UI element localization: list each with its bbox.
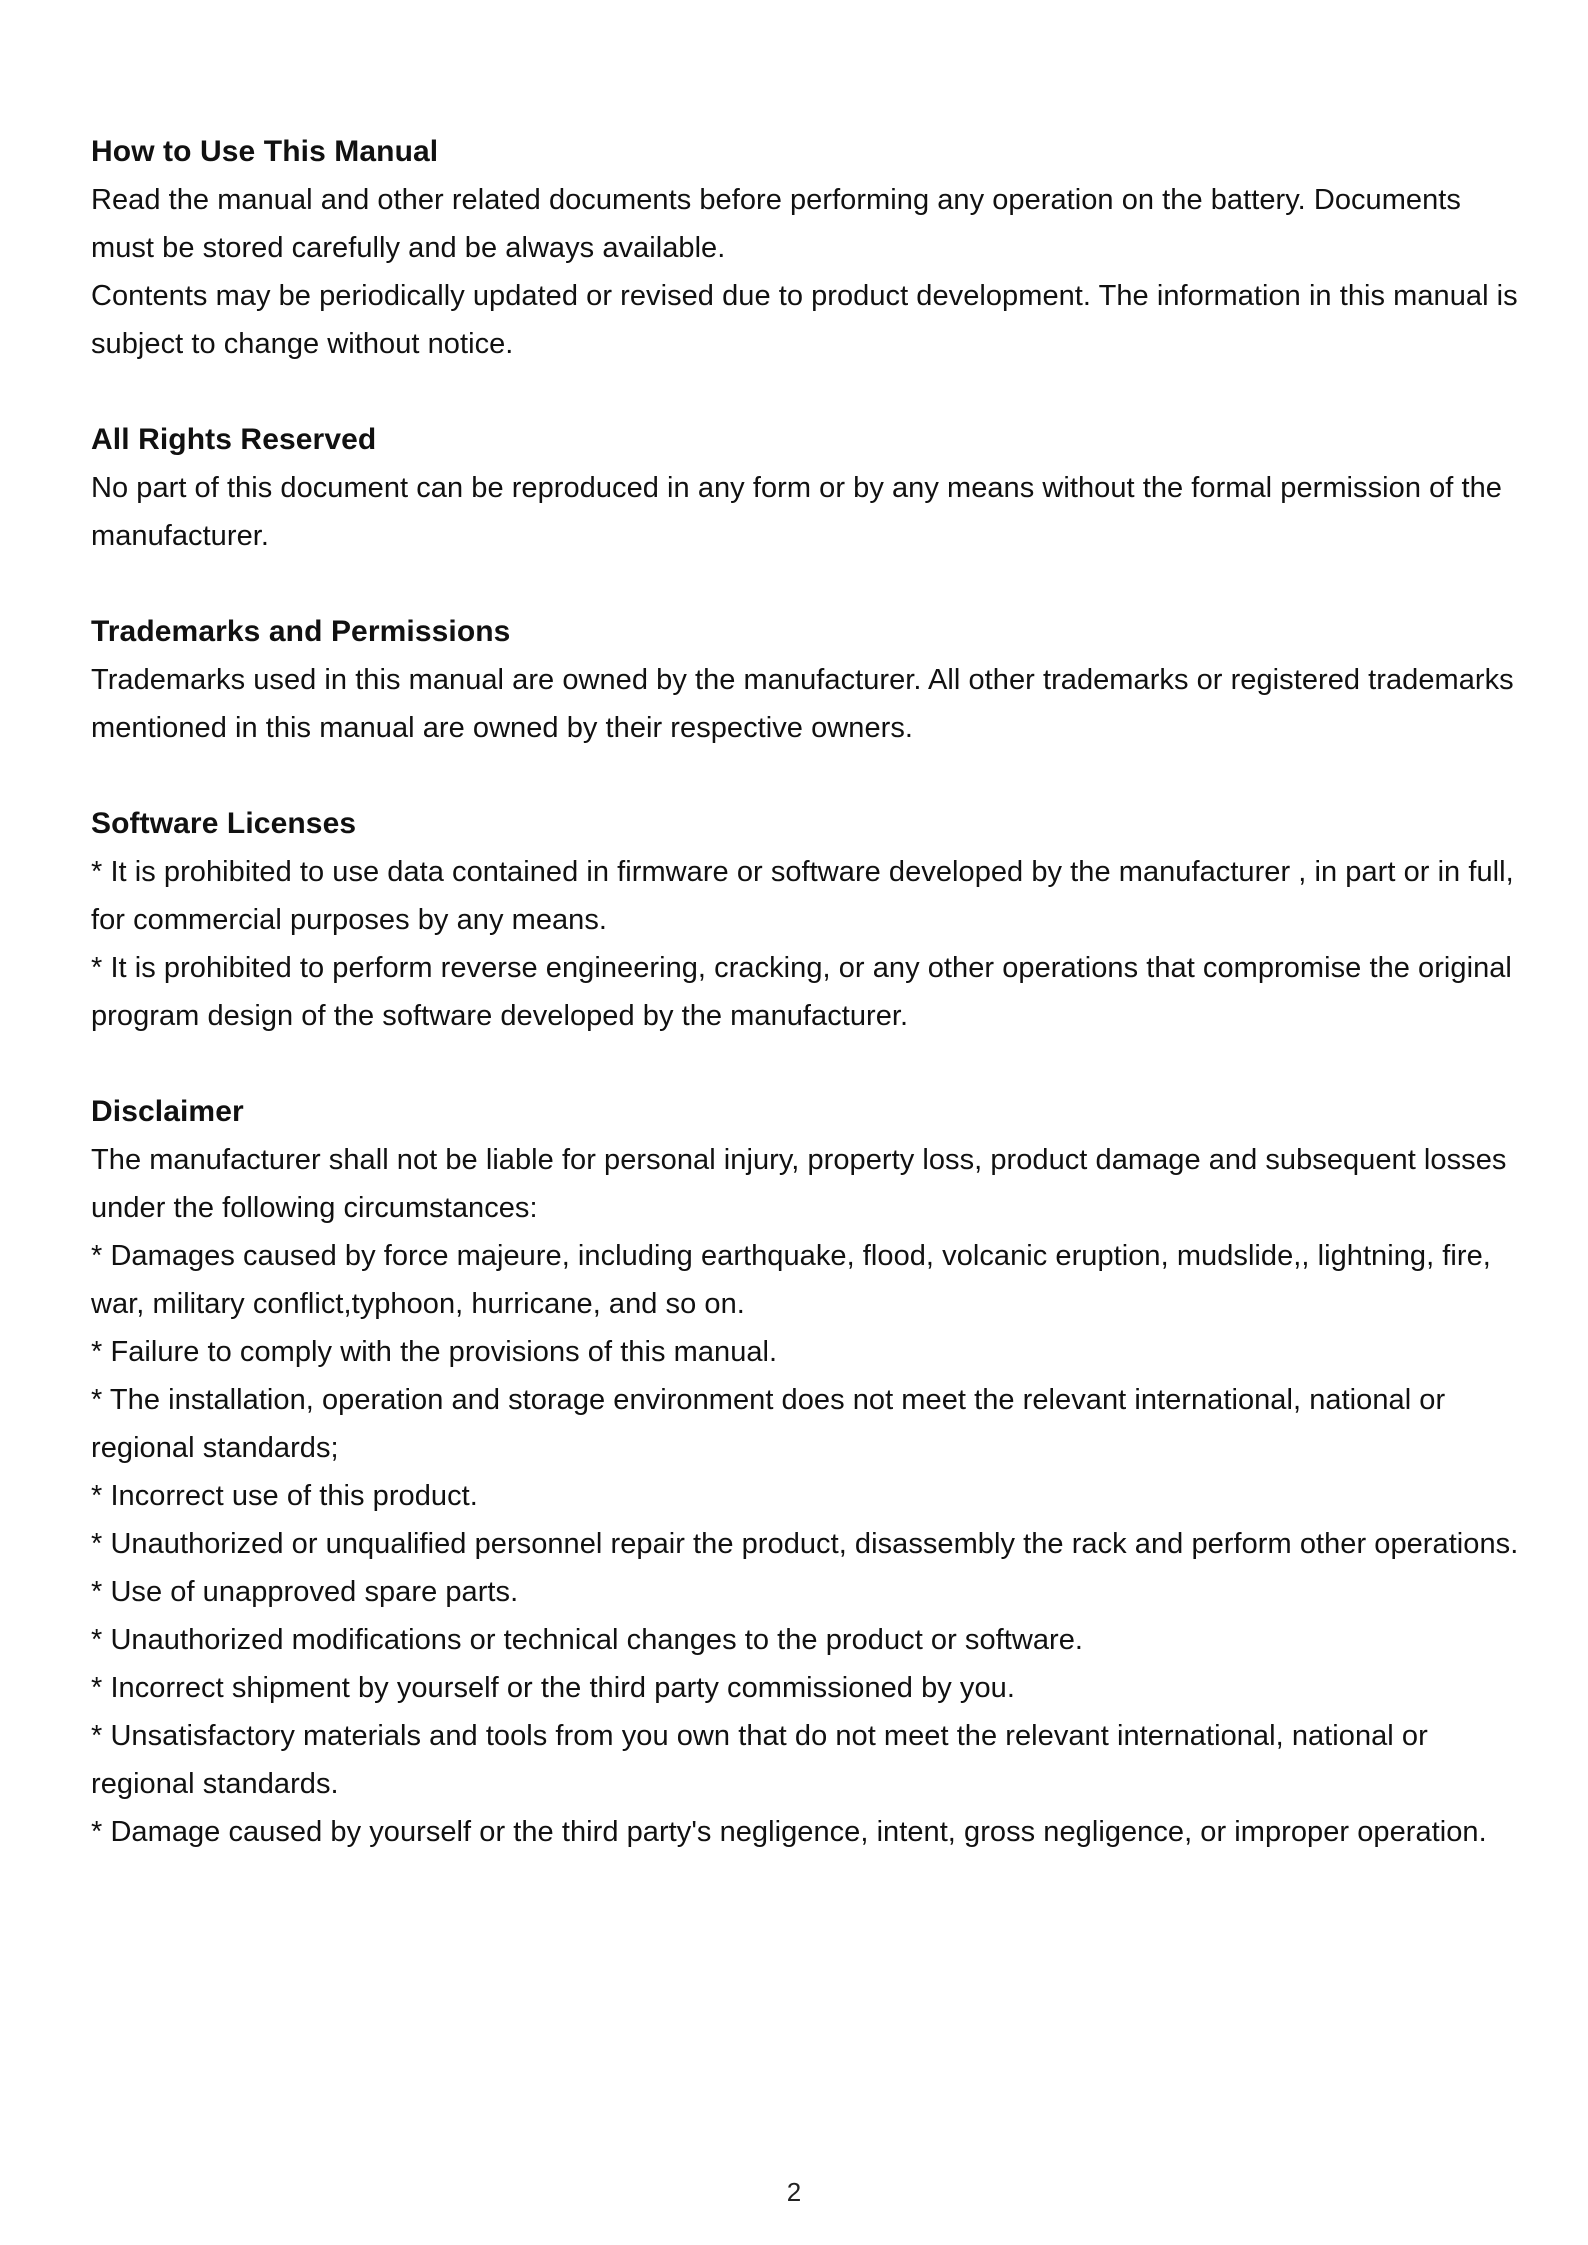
section-paragraph: Read the manual and other related documents before performing any operation on the battery. Documents must be stored carefully and be always available.	[91, 184, 1461, 264]
section-trademarks	[91, 608, 1531, 752]
section-heading: Disclaimer	[91, 1095, 244, 1128]
list-item: * The installation, operation and storage environment does not meet the relevant international, national or regional standards;	[91, 1384, 1446, 1464]
list-item: * Unauthorized or unqualified personnel repair the product, disassembly the rack and perform other operations.	[91, 1528, 1519, 1560]
list-item: * Incorrect use of this product.	[91, 1480, 478, 1512]
list-item: * Unsatisfactory materials and tools from you own that do not meet the relevant international, national or regional standards.	[91, 1720, 1428, 1800]
section-paragraph: Contents may be periodically updated or revised due to product development. The information in this manual is subject to change without notice.	[91, 280, 1518, 360]
section-disclaimer	[91, 1088, 1531, 1856]
list-item: * Incorrect shipment by yourself or the third party commissioned by you.	[91, 1672, 1015, 1704]
list-item: * Unauthorized modifications or technical changes to the product or software.	[91, 1624, 1084, 1656]
section-heading: How to Use This Manual	[91, 135, 439, 168]
list-item: * Failure to comply with the provisions of this manual.	[91, 1336, 778, 1368]
list-item: * Damage caused by yourself or the third party's negligence, intent, gross negligence, or improper operation.	[91, 1816, 1487, 1848]
section-software-licenses	[91, 800, 1531, 1040]
section-heading: Software Licenses	[91, 807, 357, 840]
section-how-to-use	[91, 128, 1531, 368]
section-heading: Trademarks and Permissions	[91, 615, 511, 648]
list-item: * It is prohibited to perform reverse engineering, cracking, or any other operations that compromise the original program design of the software developed by the manufacturer.	[91, 952, 1512, 1032]
section-paragraph: The manufacturer shall not be liable for personal injury, property loss, product damage and subsequent losses under the following circumstances:	[91, 1144, 1507, 1224]
page-number: 2	[786, 2177, 802, 2207]
list-item: * Damages caused by force majeure, including earthquake, flood, volcanic eruption, mudslide,, lightning, fire, war, military conflict,typhoon, hurricane, and so on.	[91, 1240, 1491, 1320]
section-heading: All Rights Reserved	[91, 423, 377, 456]
section-paragraph: Trademarks used in this manual are owned by the manufacturer. All other trademarks or registered trademarks mentioned in this manual are owned by their respective owners.	[91, 664, 1514, 744]
section-all-rights-reserved	[91, 416, 1531, 560]
document-page	[91, 128, 1531, 1856]
list-item: * It is prohibited to use data contained in firmware or software developed by the manufacturer , in part or in full, for commercial purposes by any means.	[91, 856, 1514, 936]
section-paragraph: No part of this document can be reproduced in any form or by any means without the formal permission of the manufacturer.	[91, 472, 1502, 552]
list-item: * Use of unapproved spare parts.	[91, 1576, 519, 1608]
